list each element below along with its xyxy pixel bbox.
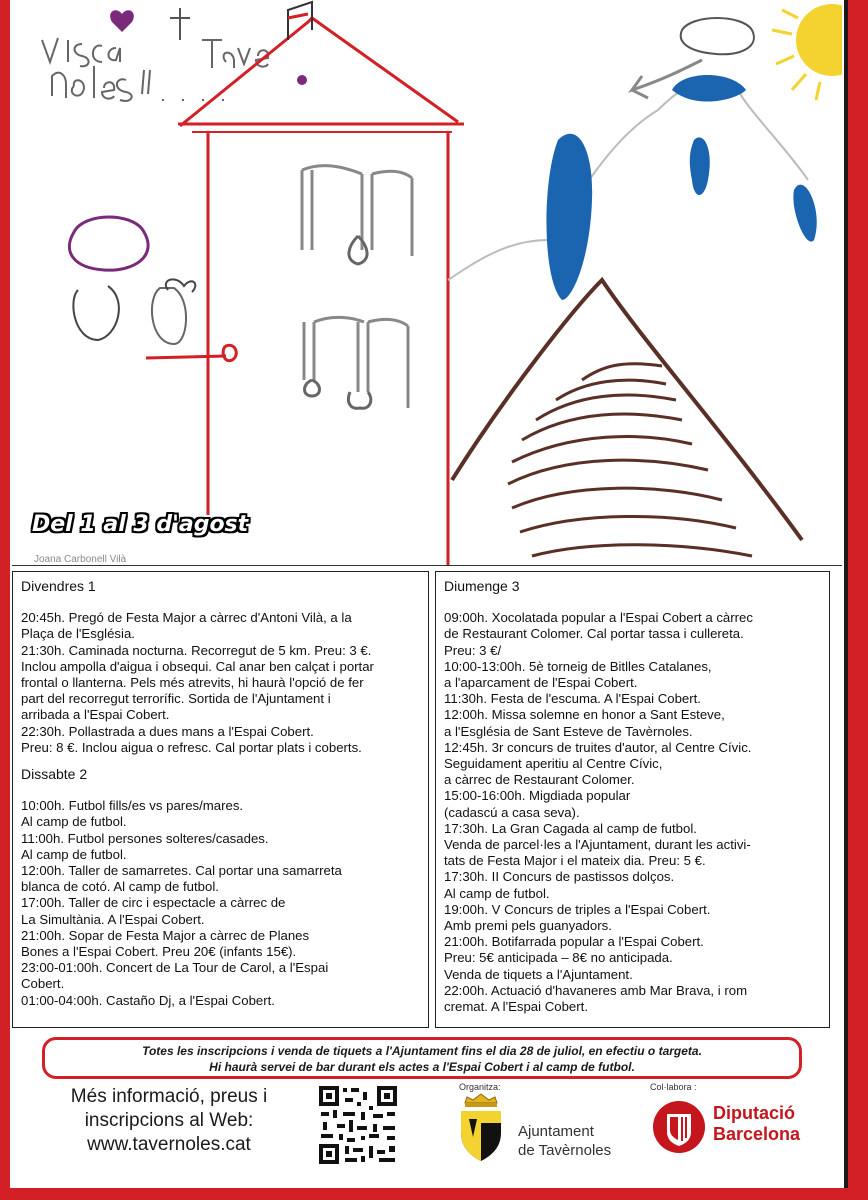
schedule-line: Preu: 8 €. Inclou aigua o refresc. Cal portar plats i coberts. xyxy=(21,739,362,755)
handwriting-visca-tavernoles xyxy=(42,38,268,101)
schedule-line: 01:00-04:00h. Castaño Dj, a l'Espai Cobert. xyxy=(21,992,275,1008)
schedule-line: 15:00-16:00h. Migdiada popular xyxy=(444,788,631,804)
schedule-line: tats de Festa Major i el mateix dia. Preu: 5 €. xyxy=(444,853,706,869)
heart-icon xyxy=(110,10,134,32)
artist-credit: Joana Carbonell Vilà xyxy=(34,554,127,565)
schedule-line: 20:45h. Pregó de Festa Major a càrrec d'Antoni Vilà, a la xyxy=(21,610,352,626)
website-link[interactable]: www.tavernoles.cat xyxy=(87,1134,251,1155)
more-info xyxy=(44,1085,294,1157)
children-drawing xyxy=(12,0,842,565)
left-red-border xyxy=(0,0,10,1200)
festival-dates: Del 1 al 3 d'agost xyxy=(32,512,249,537)
schedule-line: Seguidament aperitiu al Centre Cívic, xyxy=(444,756,663,772)
schedule-line: Al camp de futbol. xyxy=(21,814,127,830)
more-info-line-1: Més informació, preus i xyxy=(70,1086,268,1107)
schedule-line: a l'aparcament de l'Espai Cobert. xyxy=(444,675,638,691)
owl-figure xyxy=(152,288,186,344)
collaborator-line-2: Barcelona xyxy=(713,1124,801,1144)
schedule-line: Venda de parcel·les a l'Ajuntament, durant les activi- xyxy=(444,837,751,853)
diputacio-barcelona-logo xyxy=(652,1100,706,1154)
schedule-line: 10:00h. Futbol fills/es vs pares/mares. xyxy=(21,798,244,814)
qr-code[interactable] xyxy=(317,1084,399,1166)
church-tower xyxy=(178,2,464,515)
blue-patch-1 xyxy=(546,134,592,300)
schedule-line: 21:00h. Botifarrada popular a l'Espai Cobert. xyxy=(444,934,704,950)
schedule-line: a l'Església de Sant Esteve de Tavèrnoles. xyxy=(444,723,693,739)
schedule-line: de Restaurant Colomer. Cal portar tassa i cullereta. xyxy=(444,626,744,642)
schedule-line: arribada a l'Espai Cobert. xyxy=(21,707,170,723)
registration-notice xyxy=(42,1037,802,1079)
blue-patch-2 xyxy=(672,75,746,102)
schedule-line: Al camp de futbol. xyxy=(444,885,550,901)
notice-line-1: Totes les inscripcions i venda de tiquets a l'Ajuntament fins el dia 28 de juliol, en efectiu o targeta. xyxy=(142,1044,702,1058)
schedule-line: frontal o llanterna. Pels més atrevits, hi haurà l'opció de fer xyxy=(21,675,364,691)
schedule-line: 09:00h. Xocolatada popular a l'Espai Cobert a càrrec xyxy=(444,610,753,626)
saturday-schedule xyxy=(21,798,420,1009)
bottom-red-border xyxy=(0,1188,868,1200)
collaborator-name xyxy=(713,1103,800,1145)
schedule-line: Venda de tiquets a l'Ajuntament. xyxy=(444,966,633,982)
schedule-line: 21:30h. Caminada nocturna. Recorregut de 5 km. Preu: 3 €. xyxy=(21,642,372,658)
schedule-line: blanca de cotó. Al camp de futbol. xyxy=(21,879,219,895)
schedule-line: Preu: 3 €/ xyxy=(444,642,502,658)
schedule-line: a càrrec de Restaurant Colomer. xyxy=(444,772,635,788)
cross-icon xyxy=(170,8,190,40)
schedule-line: (cadascú a casa seva). xyxy=(444,804,580,820)
hill-stripes xyxy=(508,364,752,556)
tavernoles-crest-logo xyxy=(455,1093,507,1163)
bell-windows xyxy=(302,166,412,409)
schedule-line: 12:00h. Taller de samarretes. Cal portar una samarreta xyxy=(21,863,342,879)
schedule-line: 11:30h. Festa de l'escuma. A l'Espai Cobert. xyxy=(444,691,701,707)
schedule-line: cremat. A l'Espai Cobert. xyxy=(444,999,588,1015)
schedule-line: La Simultània. A l'Espai Cobert. xyxy=(21,911,205,927)
schedule-line: 12:00h. Missa solemne en honor a Sant Esteve, xyxy=(444,707,725,723)
speech-bubble-2 xyxy=(681,18,754,54)
blue-patch-3 xyxy=(690,137,710,195)
schedule-line: 17:30h. II Concurs de pastissos dolços. xyxy=(444,869,675,885)
schedule-line: Cobert. xyxy=(21,976,65,992)
schedule-line: 22:00h. Actuació d'havaneres amb Mar Brava, i rom xyxy=(444,982,748,998)
friday-schedule xyxy=(21,610,420,756)
schedule-line: Plaça de l'Església. xyxy=(21,626,135,642)
organizer-line-1: Ajuntament xyxy=(518,1123,594,1140)
schedule-line: 10:00-13:00h. 5è torneig de Bitlles Catalanes, xyxy=(444,658,712,674)
schedule-line: Al camp de futbol. xyxy=(21,846,127,862)
organitza-label: Organitza: xyxy=(459,1082,501,1092)
program-sunday xyxy=(435,571,830,1028)
schedule-line: 21:00h. Sopar de Festa Major a càrrec de Planes xyxy=(21,927,310,943)
right-red-border xyxy=(848,0,868,1200)
day-title-friday: Divendres 1 xyxy=(21,578,96,594)
program-friday-saturday xyxy=(12,571,429,1028)
collabora-label: Col·labora : xyxy=(650,1082,697,1092)
mountain-outline xyxy=(448,77,808,280)
schedule-line: 17:30h. La Gran Cagada al camp de futbol. xyxy=(444,820,697,836)
blue-patch-4 xyxy=(793,185,816,242)
schedule-line: Bones a l'Espai Cobert. Preu 20€ (infants 15€). xyxy=(21,944,297,960)
schedule-line: Amb premi pels guanyadors. xyxy=(444,918,612,934)
organizer-name xyxy=(518,1122,611,1160)
organizer-line-2: de Tavèrnoles xyxy=(518,1142,612,1159)
schedule-line: 19:00h. V Concurs de triples a l'Espai Cobert. xyxy=(444,901,711,917)
notice-line-2: Hi haurà servei de bar durant els actes a l'Espai Cobert i al camp de futbol. xyxy=(209,1060,635,1074)
schedule-line: 23:00-01:00h. Concert de La Tour de Carol, a l'Espai xyxy=(21,960,329,976)
sun-icon xyxy=(796,4,842,76)
schedule-line: part del recorregut terrorífic. Sortida de l'Ajuntament i xyxy=(21,691,331,707)
schedule-line: 11:00h. Futbol persones solteres/casades. xyxy=(21,830,269,846)
schedule-line: Inclou ampolla d'aigua i obsequi. Cal anar ben calçat i portar xyxy=(21,658,374,674)
day-title-saturday: Dissabte 2 xyxy=(21,766,88,783)
sunday-schedule xyxy=(444,610,821,1015)
schedule-line: 12:45h. 3r concurs de truites d'autor, al Centre Cívic. xyxy=(444,739,752,755)
more-info-line-2: inscripcions al Web: xyxy=(84,1110,254,1131)
speech-bubble xyxy=(69,217,148,270)
brown-hill xyxy=(452,280,802,540)
schedule-line: Preu: 5€ anticipada – 8€ no anticipada. xyxy=(444,950,673,966)
day-title-sunday: Diumenge 3 xyxy=(444,578,520,594)
poster-illustration xyxy=(12,0,842,566)
schedule-line: 22:30h. Pollastrada a dues mans a l'Espai Cobert. xyxy=(21,723,314,739)
collaborator-line-1: Diputació xyxy=(713,1103,796,1123)
schedule-line: 17:00h. Taller de circ i espectacle a càrrec de xyxy=(21,895,286,911)
